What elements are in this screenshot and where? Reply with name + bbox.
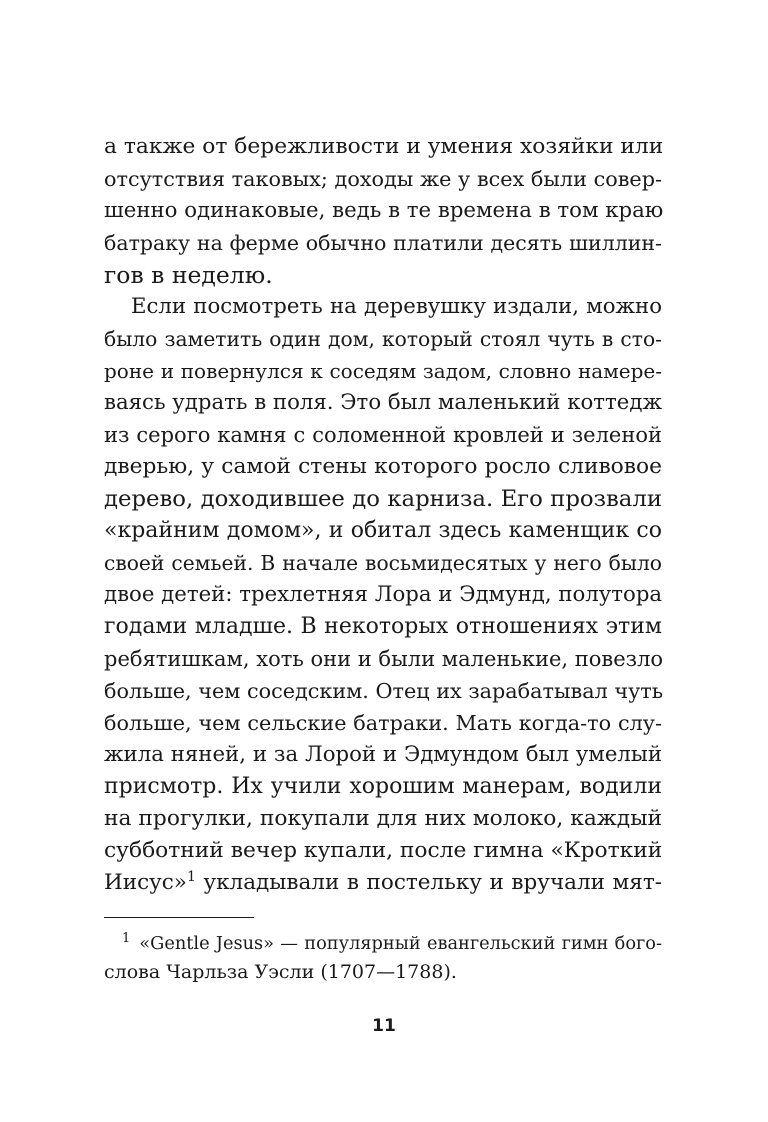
footnote-line <box>122 930 662 958</box>
body-text-line: отсутствия таковых; доходы же у всех были совер- <box>104 167 662 191</box>
body-text-line: годами младше. В некоторых отношениях этим <box>104 614 662 639</box>
body-text-line: гов в неделю. <box>104 261 273 289</box>
body-text-line: двое детей: трехлетняя Лора и Эдмунд, полутора <box>104 582 663 607</box>
body-text-line: ваясь удрать в поля. Это был маленький коттедж <box>104 390 662 415</box>
body-text-line: шенно одинаковые, ведь в те времена в том краю <box>104 198 664 223</box>
body-text-line: жила няней, и за Лорой и Эдмундом был умелый <box>104 742 662 767</box>
footnote-reference[interactable]: 1 <box>186 868 196 885</box>
body-text-line: «крайним домом», и обитал здесь каменщик со <box>104 518 662 543</box>
footnote-text: «Gentle Jesus» — популярный евангельский гимн бого- <box>139 934 662 954</box>
body-text-line: батраку на ферме обычно платили десять шиллин- <box>104 231 662 255</box>
text-fragment: укладывали в постельку и вручали мят- <box>195 870 662 895</box>
footnote-mark: 1 <box>122 931 131 947</box>
body-text-line: а также от бережливости и умения хозяйки или <box>104 134 664 159</box>
body-text-line: было заметить один дом, который стоял чуть в сто- <box>104 327 662 351</box>
paragraph-first-line: Если посмотреть на деревушку издали, можно <box>131 294 662 319</box>
footnote-line: слова Чарльза Уэсли (1707—1788). <box>104 961 457 983</box>
body-text-line: своей семьей. В начале восьмидесятых у него было <box>104 551 662 575</box>
body-text-line: роне и повернулся к соседям задом, словно намере- <box>104 359 662 383</box>
body-text-line: субботний вечер купали, после гимна «Кроткий <box>104 838 663 863</box>
footnote-divider <box>104 917 254 918</box>
body-text-line: из серого камня с соломенной кровлей и зеленой <box>104 423 662 447</box>
page-number: 11 <box>372 1016 396 1036</box>
text-fragment: Иисус» <box>104 870 187 895</box>
body-text-line: дерево, доходившее до карниза. Его прозвали <box>104 486 662 512</box>
body-text-line: ребятишкам, хоть они и были маленькие, повезло <box>104 647 664 671</box>
body-text-line: дверью, у самой стены которого росло сливовое <box>104 454 662 479</box>
body-text-line: больше, чем сельские батраки. Мать когда-то слу- <box>104 711 662 735</box>
body-text-line: на прогулки, покупали для них молоко, каждый <box>104 806 662 831</box>
body-text-line: присмотр. Их учили хорошим манерам, водили <box>104 774 662 799</box>
body-text-line-with-note <box>104 867 662 899</box>
body-text-line: больше, чем соседским. Отец их зарабатывал чуть <box>104 679 664 703</box>
